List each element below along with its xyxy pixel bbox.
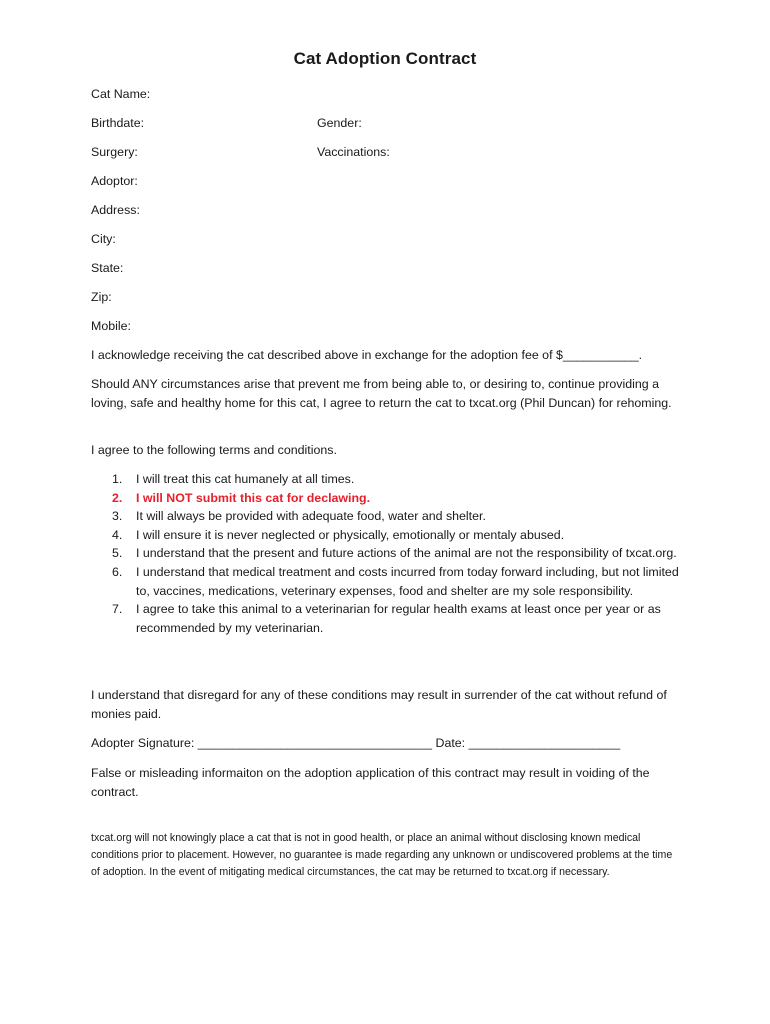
return-clause-paragraph: Should ANY circumstances arise that prevent me from being able to, or desiring to, continue providing a loving, safe and healthy home for this cat, I agree to return the cat to txcat.org (Phil Duncan) for rehoming. [91, 377, 672, 410]
term-number: 4. [112, 527, 123, 542]
term-text: I understand that medical treatment and costs incurred from today forward including, but not limited to, vaccines, medications, veterinary expenses, food and shelter are my sole responsibility. [136, 564, 679, 598]
address-field[interactable] [91, 201, 682, 219]
cat-name-label: Cat Name: [91, 87, 151, 101]
vaccinations-label[interactable]: Vaccinations: [317, 145, 390, 159]
mobile-field[interactable] [91, 317, 682, 335]
zip-field[interactable] [91, 288, 682, 306]
adoptor-field[interactable] [91, 172, 682, 190]
term-item [91, 470, 682, 489]
birthdate-gender-row [91, 114, 682, 132]
term-text: I will treat this cat humanely at all times. [136, 472, 355, 486]
address-label: Address: [91, 203, 140, 217]
surgery-vaccinations-row [91, 143, 682, 161]
term-item [91, 544, 682, 563]
term-number: 3. [112, 509, 123, 524]
term-text: I understand that the present and future actions of the animal are not the responsibility of txcat.org. [136, 546, 677, 561]
city-field[interactable] [91, 230, 682, 248]
term-item [91, 563, 682, 600]
acknowledge-paragraph: I acknowledge receiving the cat described above in exchange for the adoption fee of $___________. [91, 348, 643, 362]
term-number: 7. [112, 602, 123, 617]
term-text: It will always be provided with adequate food, water and shelter. [136, 509, 486, 524]
term-text: I will NOT submit this cat for declawing. [136, 490, 371, 505]
page-title: Cat Adoption Contract [293, 49, 477, 68]
gender-label[interactable]: Gender: [317, 116, 362, 130]
state-label: State: [91, 261, 124, 275]
terms-list [91, 470, 682, 637]
term-number: 2. [112, 490, 123, 505]
disregard-paragraph: I understand that disregard for any of these conditions may result in surrender of the cat without refund of monies paid. [91, 688, 667, 721]
signature-line[interactable]: Adopter Signature: __________________________________ Date: ______________________ [91, 736, 621, 750]
adoptor-label: Adoptor: [91, 174, 138, 188]
terms-intro: I agree to the following terms and conditions. [91, 443, 337, 457]
city-label: City: [91, 232, 116, 246]
term-item [91, 600, 682, 637]
mobile-label: Mobile: [91, 319, 131, 333]
term-item-declawing [91, 489, 682, 508]
term-item [91, 507, 682, 526]
state-field[interactable] [91, 259, 682, 277]
term-number: 1. [112, 472, 123, 486]
term-number: 5. [112, 546, 123, 561]
term-text: I will ensure it is never neglected or physically, emotionally or mentaly abused. [136, 527, 565, 542]
term-item [91, 526, 682, 545]
term-number: 6. [112, 564, 123, 579]
disclaimer-paragraph: txcat.org will not knowingly place a cat that is not in good health, or place an animal without disclosing known medical conditions prior to placement. However, no guarantee is made regarding any unknown or undiscovered problems at the time of adoption. In the event of mitigating medical circumstances, the cat may be returned to txcat.org if necessary. [91, 832, 673, 878]
surgery-label[interactable]: Surgery: [91, 145, 138, 159]
false-info-paragraph: False or misleading informaiton on the adoption application of this contract may result in voiding of the contract. [91, 766, 650, 799]
zip-label: Zip: [91, 290, 112, 304]
term-text: I agree to take this animal to a veterinarian for regular health exams at least once per year or as recommended by my veterinarian. [136, 602, 661, 635]
cat-name-field[interactable] [91, 85, 682, 103]
birthdate-label[interactable]: Birthdate: [91, 116, 145, 130]
